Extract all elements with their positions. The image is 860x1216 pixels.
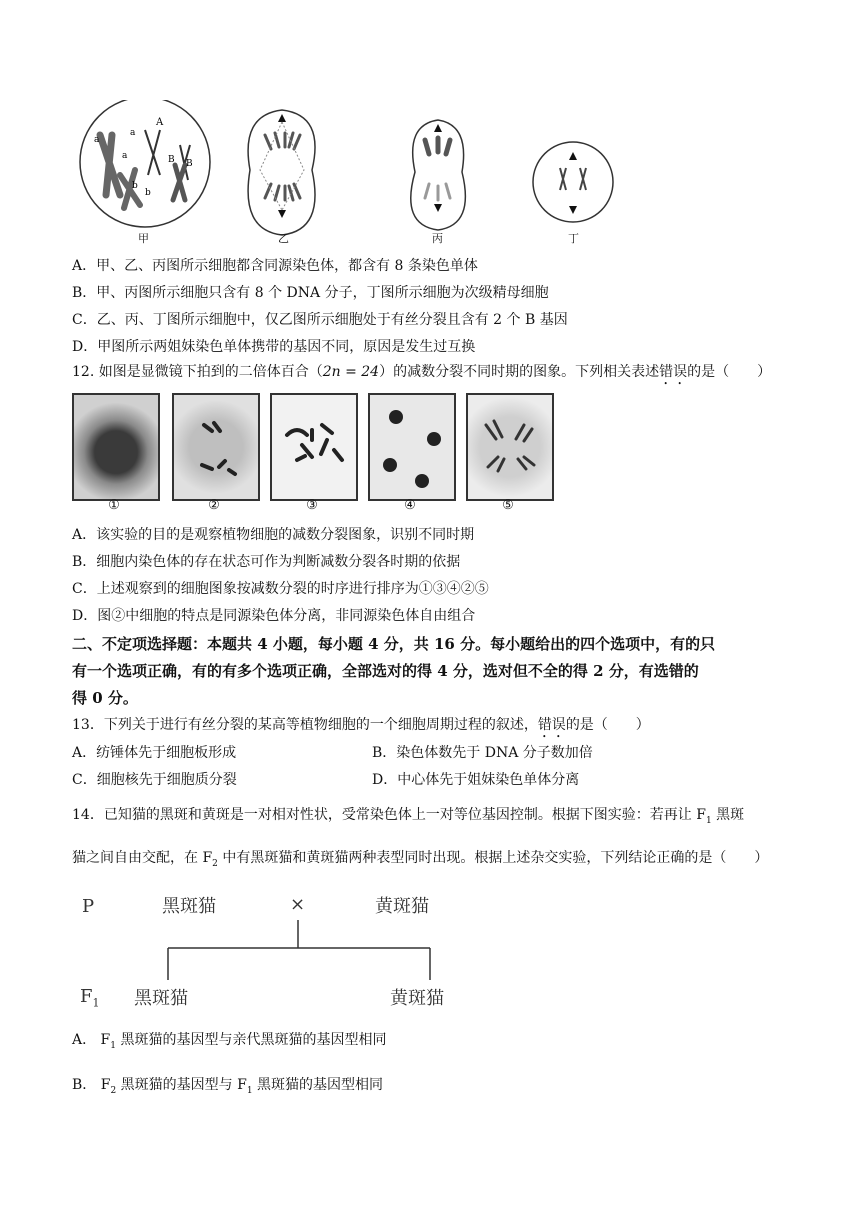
svg-text:B: B: [168, 155, 175, 165]
section2-line-3: 得 0 分。: [72, 689, 138, 707]
micrograph-5-chromosomes: [468, 395, 552, 499]
figure-label-ding: 丁: [568, 232, 579, 245]
q14-option-a: A． $F_1$ 黑斑猫的基因型与亲代黑斑猫的基因型相同: [72, 1032, 387, 1051]
svg-text:a: a: [94, 135, 100, 145]
figure-label-yi: 乙: [278, 232, 289, 245]
section2-line-1: 二、不定项选择题：本题共 4 小题，每小题 4 分，共 16 分。每小题给出的四个选项中，有的只: [72, 635, 716, 653]
cell-jia: [80, 100, 210, 227]
cell-bing: [411, 120, 466, 230]
micrograph-label-4: ④: [404, 498, 416, 513]
cross-symbol: ×: [290, 894, 306, 915]
q13-option-d: D．中心体先于姐妹染色单体分离: [372, 772, 580, 788]
section2-line-2: 有一个选项正确，有的有多个选项正确，全部选对的得 4 分，选对但不全的得 2 分，有选错的: [72, 662, 699, 680]
f1-yellow-cat: 黄斑猫: [390, 988, 444, 1009]
micrograph-label-5: ⑤: [502, 498, 514, 513]
micrograph-1: [72, 393, 160, 501]
generation-f1-label: $F_1$: [80, 986, 100, 1010]
q11-option-b: B．甲、丙图所示细胞只含有 8 个 DNA 分子，丁图所示细胞为次级精母细胞: [72, 285, 549, 301]
q12-option-b: B．细胞内染色体的存在状态可作为判断减数分裂各时期的依据: [72, 554, 461, 570]
svg-text:B: B: [186, 159, 193, 169]
generation-p-label: P: [82, 896, 95, 917]
q12-stem: 12. 如图是显微镜下拍到的二倍体百合（2n = 24）的减数分裂不同时期的图象。下列相关表述错误的是（ ）: [72, 364, 772, 380]
micrograph-label-1: ①: [108, 498, 120, 513]
figure-label-bing: 丙: [432, 232, 443, 245]
svg-text:A: A: [156, 117, 164, 128]
micrograph-row: [72, 393, 552, 518]
q12-option-d: D．图②中细胞的特点是同源染色体分离，非同源染色体自由组合: [72, 608, 476, 624]
micrograph-5: [466, 393, 554, 501]
parent-yellow-cat: 黄斑猫: [375, 896, 429, 917]
svg-text:b: b: [132, 181, 138, 191]
cross-diagram: [72, 888, 472, 1008]
q12-formula: 2n = 24: [322, 364, 380, 380]
micrograph-4: [368, 393, 456, 501]
q14-option-b: B． $F_2$ 黑斑猫的基因型与 $F_1$ 黑斑猫的基因型相同: [72, 1077, 383, 1096]
cell-ding: [533, 142, 613, 222]
micrograph-label-3: ③: [306, 498, 318, 513]
q13-option-b: B．染色体数先于 DNA 分子数加倍: [372, 745, 593, 761]
q12-option-c: C．上述观察到的细胞图象按减数分裂的时序进行排序为①③④②⑤: [72, 581, 489, 597]
svg-text:a: a: [122, 151, 128, 161]
q12-option-a: A．该实验的目的是观察植物细胞的减数分裂图象，识别不同时期: [72, 527, 475, 543]
q13-option-c: C．细胞核先于细胞质分裂: [72, 772, 237, 788]
micrograph-3-chromosomes: [272, 395, 356, 499]
f1-black-cat: 黑斑猫: [134, 988, 188, 1009]
q14-stem-line-2: 猫之间自由交配，在 $F_2$ 中有黑斑猫和黄斑猫两种表型同时出现。根据上述杂交实验，下列结论正确的是（ ）: [72, 850, 769, 869]
micrograph-3: [270, 393, 358, 501]
q11-option-c: C．乙、丙、丁图所示细胞中，仅乙图所示细胞处于有丝分裂且含有 2 个 B 基因: [72, 312, 568, 328]
svg-text:b: b: [145, 188, 151, 198]
q13-stem: 13．下列关于进行有丝分裂的某高等植物细胞的一个细胞周期过程的叙述，错误的是（ ）: [72, 717, 650, 733]
micrograph-2-chromosomes: [174, 395, 258, 499]
figure-label-jia: 甲: [138, 232, 149, 245]
micrograph-label-2: ②: [208, 498, 220, 513]
q11-option-d: D．甲图所示两姐妹染色单体携带的基因不同，原因是发生过互换: [72, 339, 476, 355]
parent-black-cat: 黑斑猫: [162, 896, 216, 917]
q13-option-a: A．纺锤体先于细胞板形成: [72, 745, 237, 761]
micrograph-4-nuclei: [370, 395, 454, 499]
q11-option-a: A．甲、乙、丙图所示细胞都含同源染色体，都含有 8 条染色单体: [72, 258, 478, 274]
q14-stem-line-1: 14．已知猫的黑斑和黄斑是一对相对性状，受常染色体上一对等位基因控制。根据下图实验：若再让 $F_1$ 黑斑: [72, 807, 745, 826]
cell-division-figure: [60, 100, 620, 250]
micrograph-2: [172, 393, 260, 501]
cell-yi: [248, 110, 315, 235]
svg-text:a: a: [130, 128, 136, 138]
